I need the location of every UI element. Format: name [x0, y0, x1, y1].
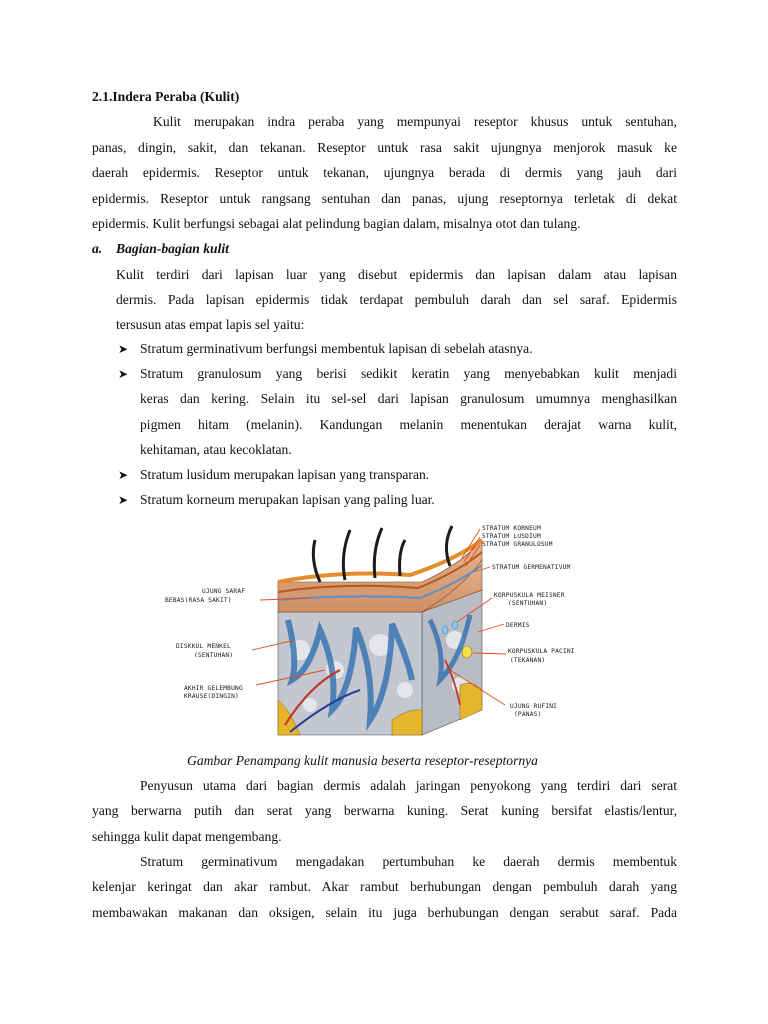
paragraph-line: Penyusun utama dari bagian dermis adalah jaringan penyokong yang terdiri dari serat [140, 778, 677, 793]
label-stratum-korneum: STRATUM KORNEUM [482, 525, 541, 532]
paragraph-line: yang berwarna putih dan serat yang berwarna kuning. Serat kuning bersifat elastis/lentur, [92, 803, 677, 818]
label-free-nerve-ending: UJUNG SARAF [202, 588, 246, 595]
label-krause: AKHIR GELEMBUNG [184, 685, 243, 692]
bullet-arrow-icon: ➤ [118, 367, 129, 381]
paragraph-line: dermis. Pada lapisan epidermis tidak terdapat pembuluh darah dan sel saraf. Epidermis [116, 292, 677, 307]
section-title: Bagian-bagian kulit [116, 241, 229, 256]
paragraph-line: epidermis. Reseptor untuk rangsang sentuhan dan panas, ujung reseptornya terletak di dekat [92, 191, 677, 206]
label-meissner: KORPUSKULA MEISNER [494, 592, 565, 599]
bullet-arrow-icon: ➤ [118, 493, 129, 507]
hair [374, 528, 382, 578]
label-meissner-sub: (SENTUHAN) [508, 600, 548, 607]
skin-cross-section-figure [160, 520, 610, 750]
list-item: Stratum germinativum berfungsi membentuk lapisan di sebelah atasnya. [140, 341, 533, 356]
section-heading: 2.1.Indera Peraba (Kulit) [92, 89, 240, 104]
label-stratum-granulosum: STRATUM GRANULOSUM [482, 541, 553, 548]
label-krause-sub: KRAUSE(DINGIN) [184, 693, 239, 700]
paragraph-line: Stratum germinativum mengadakan pertumbuhan ke daerah dermis membentuk [140, 854, 677, 869]
paragraph-line: Kulit terdiri dari lapisan luar yang disebut epidermis dan lapisan dalam atau lapisan [116, 267, 677, 282]
label-merkel-sub: (SENTUHAN) [194, 652, 234, 659]
paragraph-line: kelenjar keringat dan akar rambut. Akar rambut berhubungan dengan pembuluh darah yang [92, 879, 677, 894]
label-free-nerve-ending-sub: BEBAS(RASA SAKIT) [165, 597, 232, 604]
paragraph-line: Kulit merupakan indra peraba yang mempunyai reseptor khusus untuk sentuhan, [153, 114, 677, 129]
figure-caption: Gambar Penampang kulit manusia beserta reseptor-reseptornya [187, 753, 538, 768]
pacini-corpuscle [462, 646, 472, 658]
label-ruffini-sub: (PANAS) [514, 711, 542, 718]
list-item-line: pigmen hitam (melanin). Kandungan melanin menentukan derajat warna kulit, [140, 417, 677, 432]
label-stratum-germinativum: STRATUM GERMENATIVUM [492, 564, 571, 571]
list-item-line: keras dan kering. Selain itu sel-sel dari lapisan granulosum umumnya menghasilkan [140, 391, 677, 406]
bullet-arrow-icon: ➤ [118, 342, 129, 356]
list-item: Stratum korneum merupakan lapisan yang paling luar. [140, 492, 435, 507]
label-pacini: KORPUSKULA PACINI [508, 648, 575, 655]
label-ruffini: UJUNG RUFINI [510, 703, 558, 710]
list-item-line: kehitaman, atau kecoklatan. [140, 442, 292, 457]
paragraph-line: daerah epidermis. Reseptor untuk tekanan, ujungnya berada di dermis yang jauh dari [92, 165, 677, 180]
paragraph-line: sehingga kulit dapat mengembang. [92, 829, 282, 844]
bullet-arrow-icon: ➤ [118, 468, 129, 482]
label-dermis: DERMIS [506, 622, 530, 629]
section-marker: a. [92, 241, 103, 256]
paragraph-line: epidermis. Kulit berfungsi sebagai alat pelindung bagian dalam, misalnya otot dan tulang. [92, 216, 581, 231]
label-merkel: DISKKUL MENKEL [176, 643, 231, 650]
paragraph-line: membawakan makanan dan oksigen, selain itu juga berhubungan dengan serabut saraf. Pada [92, 905, 677, 920]
paragraph-line: panas, dingin, sakit, dan tekanan. Reseptor untuk rasa sakit ujungnya menjorok masuk ke [92, 140, 677, 155]
label-pacini-sub: (TEKANAN) [510, 657, 546, 664]
list-item: Stratum lusidum merupakan lapisan yang transparan. [140, 467, 430, 482]
paragraph-line: tersusun atas empat lapis sel yaitu: [116, 317, 305, 332]
list-item: Stratum granulosum yang berisi sedikit keratin yang menyebabkan kulit menjadi [140, 366, 677, 381]
label-stratum-lusidum: STRATUM LUSDIUM [482, 533, 541, 540]
hair [400, 540, 405, 576]
